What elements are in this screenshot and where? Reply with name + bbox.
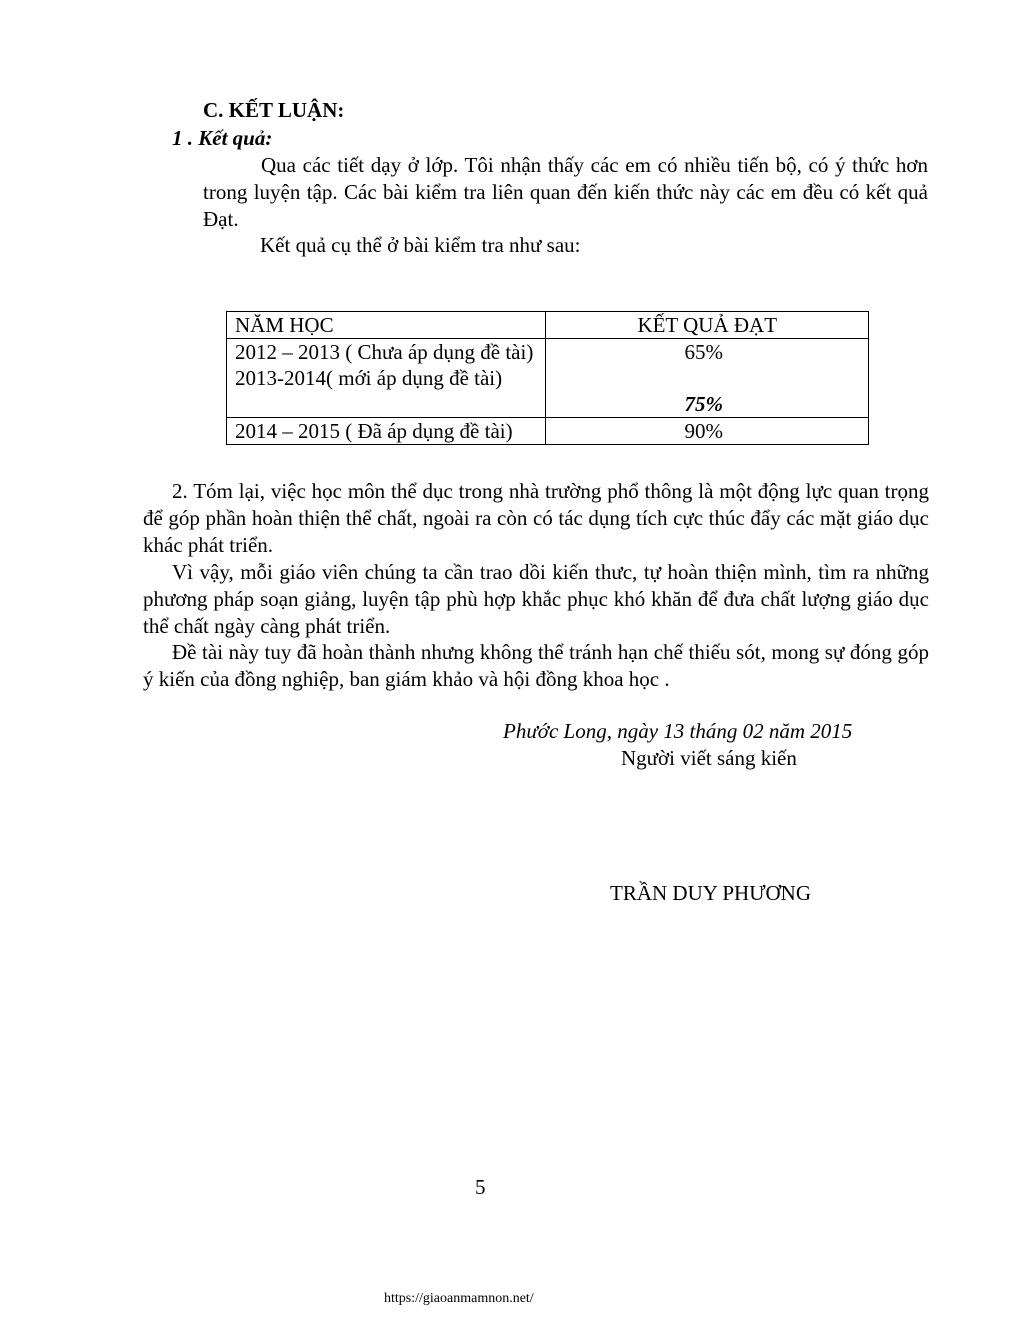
summary-paragraph: 2. Tóm lại, việc học môn thể dục trong nhà trường phổ thông là một động lực quan trọng để góp phần hoàn thiện thể chất, ngoài ra còn có tác dụng tích cực thúc đẩy các mặt giáo dục khác phát triển.: [143, 479, 929, 557]
header-year: NĂM HỌC: [227, 312, 546, 339]
footer-url[interactable]: https://giaoanmamnon.net/: [384, 1291, 534, 1306]
closing-paragraph: Đề tài này tuy đã hoàn thành nhưng không thể tránh hạn chế thiếu sót, mong sự đóng góp ý kiến của đồng nghiệp, ban giám khảo và hội đồng khoa học .: [143, 640, 929, 691]
table-cell-result: [546, 339, 869, 418]
author-name: TRẦN DUY PHƯƠNG: [610, 881, 812, 905]
table-cell-result: [546, 418, 869, 445]
page-number: 5: [475, 1175, 486, 1199]
year-2012-2013: 2012 – 2013 ( Chưa áp dụng đề tài): [235, 340, 534, 364]
year-2013-2014: 2013-2014( mới áp dụng đề tài): [235, 366, 503, 390]
header-result: KẾT QUẢ ĐẠT: [546, 312, 869, 339]
date-line: Phước Long, ngày 13 tháng 02 năm 2015: [503, 719, 853, 743]
table-cell-year: [227, 339, 546, 418]
recommendation-paragraph: Vì vậy, mỗi giáo viên chúng ta cần trao dồi kiến thưc, tự hoàn thiện mình, tìm ra những phương pháp soạn giảng, luyện tập phù hợp khắc phục khó khăn để đưa chất lượng giáo dục thể chất ngày càng phát triển.: [143, 560, 929, 638]
table-header-row: [227, 312, 869, 339]
section-heading: C. KẾT LUẬN:: [203, 98, 345, 122]
results-intro: Kết quả cụ thể ở bài kiểm tra như sau:: [260, 233, 581, 257]
table-row: [227, 418, 869, 445]
author-title: Người viết sáng kiến: [621, 746, 797, 770]
subsection-heading: 1 . Kết quả:: [172, 126, 273, 150]
table-row: [227, 339, 869, 418]
result-2014-2015: 90%: [684, 419, 723, 443]
year-2014-2015: 2014 – 2015 ( Đã áp dụng đề tài): [227, 418, 546, 445]
result-2012-2013: 65%: [684, 340, 723, 364]
result-2013-2014: 75%: [684, 392, 723, 416]
results-table: [226, 311, 869, 445]
spacer: [554, 365, 860, 391]
results-paragraph: Qua các tiết dạy ở lớp. Tôi nhận thấy các em có nhiều tiến bộ, có ý thức hơn trong luyện tập. Các bài kiểm tra liên quan đến kiến thức này các em đều có kết quả Đạt.: [203, 153, 928, 231]
